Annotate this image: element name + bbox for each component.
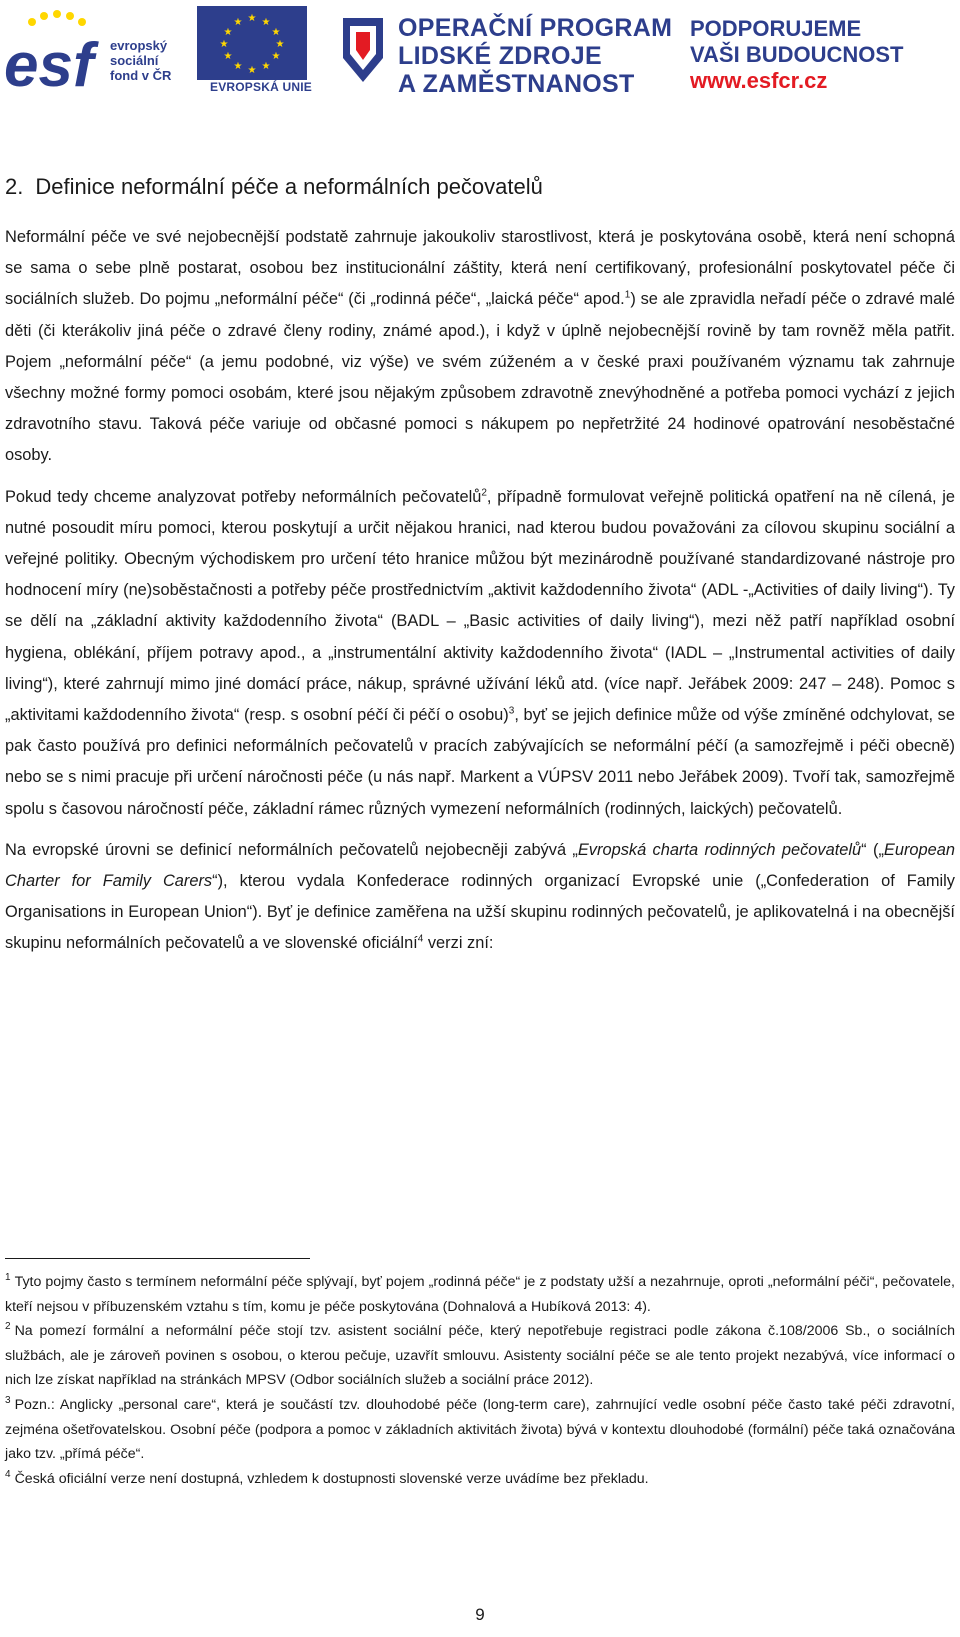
paragraph-text: ) se ale zpravidla neřadí péče o zdravé malé děti (či kterákoliv jiná péče o zdravé členy rodiny, známé apod.), i když v úplně nejobecnější rovině by tam rovněž měla patřit. Pojem „neformální péče“ (a jemu podobné, viz výše) ve svém zúženém a v české praxi používaném významu tak zahrnuje všechny možné formy pomoci osobám, které jsou nějakým způsobem zdravotně znevýhodněné a potřeba pomoci vychází z jejich zdravotního stavu. Taková péče variuje od občasné pomoci s nákupem po nepřetržité 24 hodinové opatrování nesoběstačné osoby.: [5, 290, 955, 465]
eu-logo: [197, 6, 307, 86]
paragraph-text: verzi zní:: [423, 934, 494, 953]
esf-subtitle-line: evropský: [110, 38, 168, 53]
footnote-text: Na pomezí formální a neformální péče stojí tzv. asistent sociální péče, který nepotřebuje registraci podle zákona č.108/2006 Sb., o sociálních službách, ale je zároveň povinen s osobou, o kterou pečuje, uzavřít smlouvu. Asistenty sociální péče se ale tento projekt nezabývá, více informací o nich lze získat například na stránkách MPSV (Odbor sociálních služeb a sociální práce 2012).: [5, 1323, 955, 1389]
paragraph: [5, 482, 955, 825]
paragraph-text: “ („: [861, 840, 884, 859]
paragraph-text: , případně formulovat veřejně politická opatření na ně cílená, je nutné posoudit míru pomoci, kterou poskytují a určit nějakou hranici, nad kterou budou považováni za cílovou skupinu sociální a veřejné politiky. Obecným východiskem pro určení této hranice můžou být mezinárodně používané standardizované nástroje pro hodnocení míry (ne)soběstačnosti a potřeby péče prostřednictvím „aktivit každodenního života“ (ADL -„Activities of daily living“). Ty se dělí na „základní aktivity každodenního života“ (BADL – „Basic activities of daily living“), mezi něž patří například osobní hygiena, oblékání, příjem potravy apod., a „instrumentální aktivity každodenního života“ (IADL – „Instrumental activities of daily living“), které zahrnují mimo jiné domácí práce, nákup, správné užívání léků atd. (více např. Jeřábek 2009: 247 – 248). Pomoc s „aktivitami každodenního života“ (resp. s osobní péčí či péčí o osobu): [5, 487, 955, 725]
footnote-text: Česká oficiální verze není dostupná, vzhledem k dostupnosti slovenské verze uvádíme bez překladu.: [14, 1470, 649, 1487]
svg-text:★: ★: [275, 39, 285, 50]
slogan-line: VAŠI BUDOUCNOST: [690, 42, 904, 67]
svg-text:★: ★: [223, 51, 233, 62]
svg-text:★: ★: [233, 17, 243, 28]
footnote-number: 3: [5, 1395, 11, 1407]
op-program-logo-icon: [338, 8, 388, 92]
slogan: [690, 16, 904, 94]
eu-label: EVROPSKÁ UNIE: [210, 80, 312, 94]
esf-subtitle: [110, 38, 171, 83]
eu-flag-icon: [197, 6, 307, 80]
footnote-text: Tyto pojmy často s termínem neformální péče splývají, byť pojem „rodinná péče“ je z podstaty užší a nezahrnuje, oproti „neformální péči“, pečovatele, kteří nejsou v příbuzenském vztahu s tím, komu je péče poskytována (Dohnalová a Hubíková 2013: 4).: [5, 1274, 955, 1315]
svg-text:★: ★: [247, 65, 257, 76]
body-text: [5, 222, 955, 970]
footnote-divider: [5, 1258, 310, 1259]
op-program-line: A ZAMĚSTNANOST: [398, 70, 635, 98]
header-logo-strip: [0, 0, 960, 100]
footnote-ref[interactable]: 2: [481, 487, 487, 499]
footnote: [5, 1319, 955, 1393]
esf-logo-text: esf: [4, 31, 94, 92]
svg-text:★: ★: [261, 61, 271, 72]
italic-title: European Charter for Family Carers: [5, 840, 955, 891]
svg-text:★: ★: [233, 61, 243, 72]
svg-text:★: ★: [223, 27, 233, 38]
slogan-url: www.esfcr.cz: [690, 68, 828, 93]
footnote-number: 1: [5, 1272, 11, 1284]
footnote: [5, 1270, 955, 1319]
esf-logo: [2, 6, 104, 92]
paragraph-text: Na evropské úrovni se definicí neformálních pečovatelů nejobecněji zabývá „: [5, 840, 578, 859]
svg-text:★: ★: [271, 51, 281, 62]
op-program-line: LIDSKÉ ZDROJE: [398, 42, 602, 70]
paragraph: [5, 835, 955, 960]
esf-subtitle-line: fond v ČR: [110, 68, 172, 83]
slogan-line: PODPORUJEME: [690, 16, 862, 41]
footnote: [5, 1393, 955, 1467]
svg-text:★: ★: [271, 27, 281, 38]
esf-subtitle-line: sociální: [110, 53, 159, 68]
italic-title: Evropská charta rodinných pečovatelů: [577, 840, 862, 859]
footnote-text: Pozn.: Anglicky „personal care“, která je součástí tzv. dlouhodobé péče (long-term care), zahrnující vedle osobní péče často také péči zdravotní, zejména ošetřovatelskou. Osobní péče (podpora a pomoc v základních aktivitách života) bývá v kontextu dlouhodobé (formální) péče taká označována jako tzv. „přímá péče“.: [5, 1396, 955, 1463]
svg-text:★: ★: [219, 39, 229, 50]
footnote-ref[interactable]: 4: [417, 934, 424, 945]
footnotes: [5, 1270, 955, 1491]
section-number: 2.: [5, 174, 24, 199]
footnote: [5, 1467, 955, 1492]
svg-text:★: ★: [247, 13, 257, 24]
section-title: Definice neformální péče a neformálních pečovatelů: [35, 174, 543, 199]
footnote-number: 2: [5, 1321, 11, 1333]
paragraph-text: , byť se jejich definice může od výše zmíněné odchylovat, se pak často používá pro definici neformálních pečovatelů v pracích zabývajících se neformální péčí (a samozřejmě i péči obecně) nebo se s nimi pracuje při určení náročnosti péče (u nás např. Markent a VÚPSV 2011 nebo Jeřábek 2009). Tvoří tak, samozřejmě spolu s časovou náročností péče, základní rámec různých vymezení neformálních (rodinných, laických) pečovatelů.: [5, 706, 955, 818]
footnote-ref[interactable]: 3: [508, 705, 515, 717]
op-program-line: OPERAČNÍ PROGRAM: [398, 14, 673, 42]
footnote-ref[interactable]: 1: [624, 289, 631, 301]
paragraph-text: Neformální péče ve své nejobecnější podstatě zahrnuje jakoukoliv starostlivost, která je poskytována osobě, která není schopná se sama o sebe plně postarat, osobou bez institucionální záštity, která není certifikovaný, profesionální poskytovatel péče či sociálních služeb. Do pojmu „neformální péče“ (či „rodinná péče“, „laická péče“ apod.: [5, 228, 955, 309]
paragraph: [5, 222, 955, 472]
svg-text:★: ★: [261, 17, 271, 28]
op-program-title: [398, 14, 672, 98]
footnote-number: 4: [5, 1469, 11, 1481]
paragraph-text: “), kterou vydala Konfederace rodinných organizací Evropské unie („Confederation of Family Organisations in European Union“). Byť je definice zaměřena na užší skupinu rodinných pečovatelů, je aplikovatelná i na obecnější skupinu neformálních pečovatelů a ve slovenské oficiální: [5, 872, 955, 953]
paragraph-text: Pokud tedy chceme analyzovat potřeby neformálních pečovatelů: [5, 487, 482, 506]
section-heading: [5, 174, 543, 200]
page-number: 9: [475, 1605, 485, 1624]
